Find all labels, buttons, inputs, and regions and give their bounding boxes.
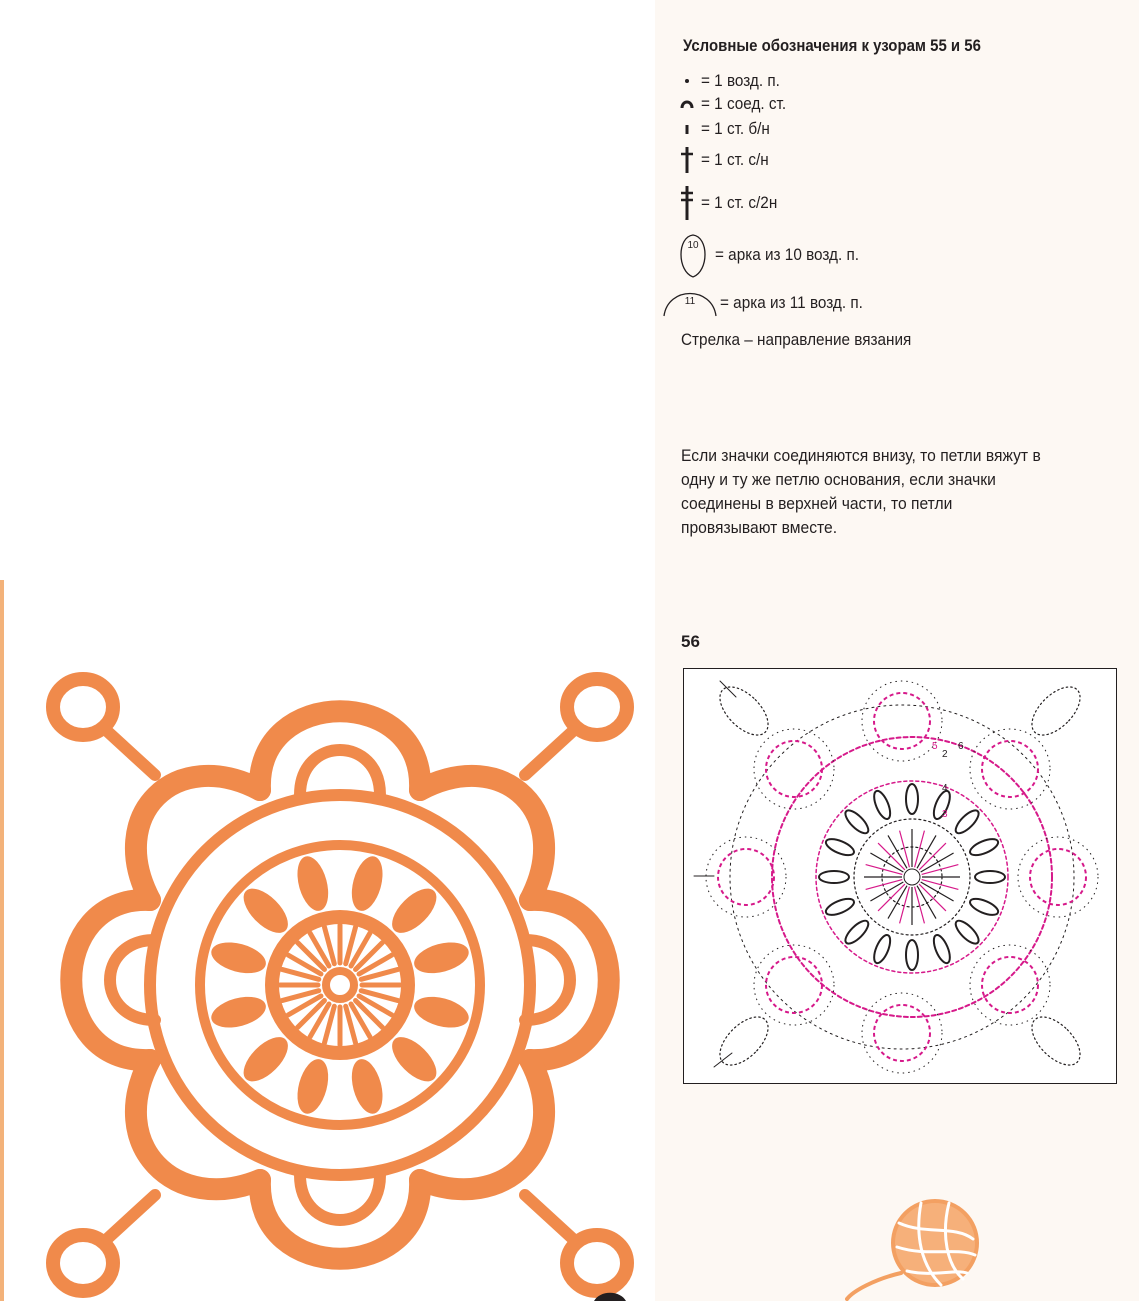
motif-petal <box>346 853 388 914</box>
chart-spoke <box>917 835 936 868</box>
chart-spoke <box>870 882 903 901</box>
chart-spoke <box>888 835 907 868</box>
row-number-6: 6 <box>958 741 964 752</box>
pattern-number: 56 <box>681 632 700 651</box>
direction-note: Стрелка – направление вязания <box>681 330 912 349</box>
legend-title: Условные обозначения к узорам 55 и 56 <box>683 36 981 55</box>
legend-item-double-crochet <box>673 149 776 171</box>
chart-cluster <box>952 917 982 947</box>
chart-cluster <box>824 896 856 919</box>
chart-lobe <box>718 849 774 905</box>
motif-petal <box>236 1030 295 1089</box>
chart-lobe <box>874 693 930 749</box>
chart-cluster <box>931 933 954 965</box>
chart-cluster <box>968 836 1000 859</box>
chart-spoke <box>921 882 954 901</box>
chart-lobe <box>1030 849 1086 905</box>
legend-text: = 1 ст. б/н <box>701 119 770 138</box>
legend-item-arch-10 <box>673 240 875 266</box>
motif-petal <box>385 1030 444 1089</box>
chart-spoke <box>878 884 905 911</box>
legend-text: = 1 соед. ст. <box>701 94 787 113</box>
legend-text: = 1 возд. п. <box>701 71 780 90</box>
double-crochet-icon <box>673 145 701 175</box>
chart-cluster <box>952 807 982 837</box>
chart-lobe <box>766 741 822 797</box>
crochet-chart <box>683 668 1117 1084</box>
legend-text: = 1 ст. с/н <box>701 150 769 169</box>
yarn-ball-icon <box>845 1195 995 1301</box>
chart-cluster <box>842 917 872 947</box>
chart-cluster <box>975 871 1005 883</box>
legend-item-arch-11 <box>662 292 879 314</box>
chart-spoke <box>921 853 954 872</box>
chart-cluster <box>842 807 872 837</box>
chart-spoke <box>917 886 936 919</box>
crochet-chart-svg <box>684 669 1116 1083</box>
chart-spoke <box>866 880 903 890</box>
chart-lobe <box>766 957 822 1013</box>
crochet-motif-photo <box>25 665 655 1301</box>
motif-petal <box>292 1056 334 1117</box>
treble-crochet-icon <box>673 188 701 218</box>
chart-cluster <box>968 896 1000 919</box>
chart-lobe <box>982 741 1038 797</box>
arch-11-icon <box>662 288 718 318</box>
motif-petal <box>346 1056 388 1117</box>
chart-cluster <box>819 871 849 883</box>
chart-cluster <box>871 789 894 821</box>
legend-text: = 1 ст. с/2н <box>701 193 778 212</box>
chart-spoke <box>900 887 910 924</box>
chart-cluster <box>906 940 918 970</box>
arch-10-label: 10 <box>687 240 699 251</box>
chart-spoke <box>888 886 907 919</box>
motif-petal <box>385 881 444 940</box>
chart-spoke <box>919 843 946 870</box>
legend-text: = арка из 10 возд. п. <box>715 245 860 264</box>
page-corner-mark <box>590 1288 630 1301</box>
motif-petal <box>411 937 472 979</box>
arch-11-label: 11 <box>684 296 696 307</box>
motif-petal <box>236 881 295 940</box>
row-number-3: 3 <box>942 809 948 820</box>
legend-item-treble-crochet <box>673 192 786 214</box>
legend-text: = арка из 11 возд. п. <box>720 293 863 312</box>
arch-10-icon <box>673 232 713 278</box>
legend-item-single-crochet <box>673 118 778 140</box>
legend-item-slip <box>673 93 796 115</box>
motif-petal <box>208 937 269 979</box>
motif-petal <box>292 853 334 914</box>
row-number-5: 5 <box>932 741 938 752</box>
row-number-2: 2 <box>942 749 948 760</box>
chart-lobe <box>982 957 1038 1013</box>
motif-petal <box>411 991 472 1033</box>
single-crochet-icon <box>673 114 701 144</box>
chart-cluster <box>871 933 894 965</box>
chart-cluster <box>906 784 918 814</box>
chart-spoke <box>878 843 905 870</box>
chart-cluster <box>824 836 856 859</box>
stitch-join-note: Если значки соединяются внизу, то петли вяжут в одну и ту же петлю основания, если значки соединены в верхней части, то петли провязывают вместе. <box>681 446 1041 537</box>
chart-spoke <box>870 853 903 872</box>
page-edge-accent <box>0 580 4 1301</box>
chart-spoke <box>919 884 946 911</box>
motif-petal <box>208 991 269 1033</box>
row-number-4: 4 <box>942 783 948 794</box>
